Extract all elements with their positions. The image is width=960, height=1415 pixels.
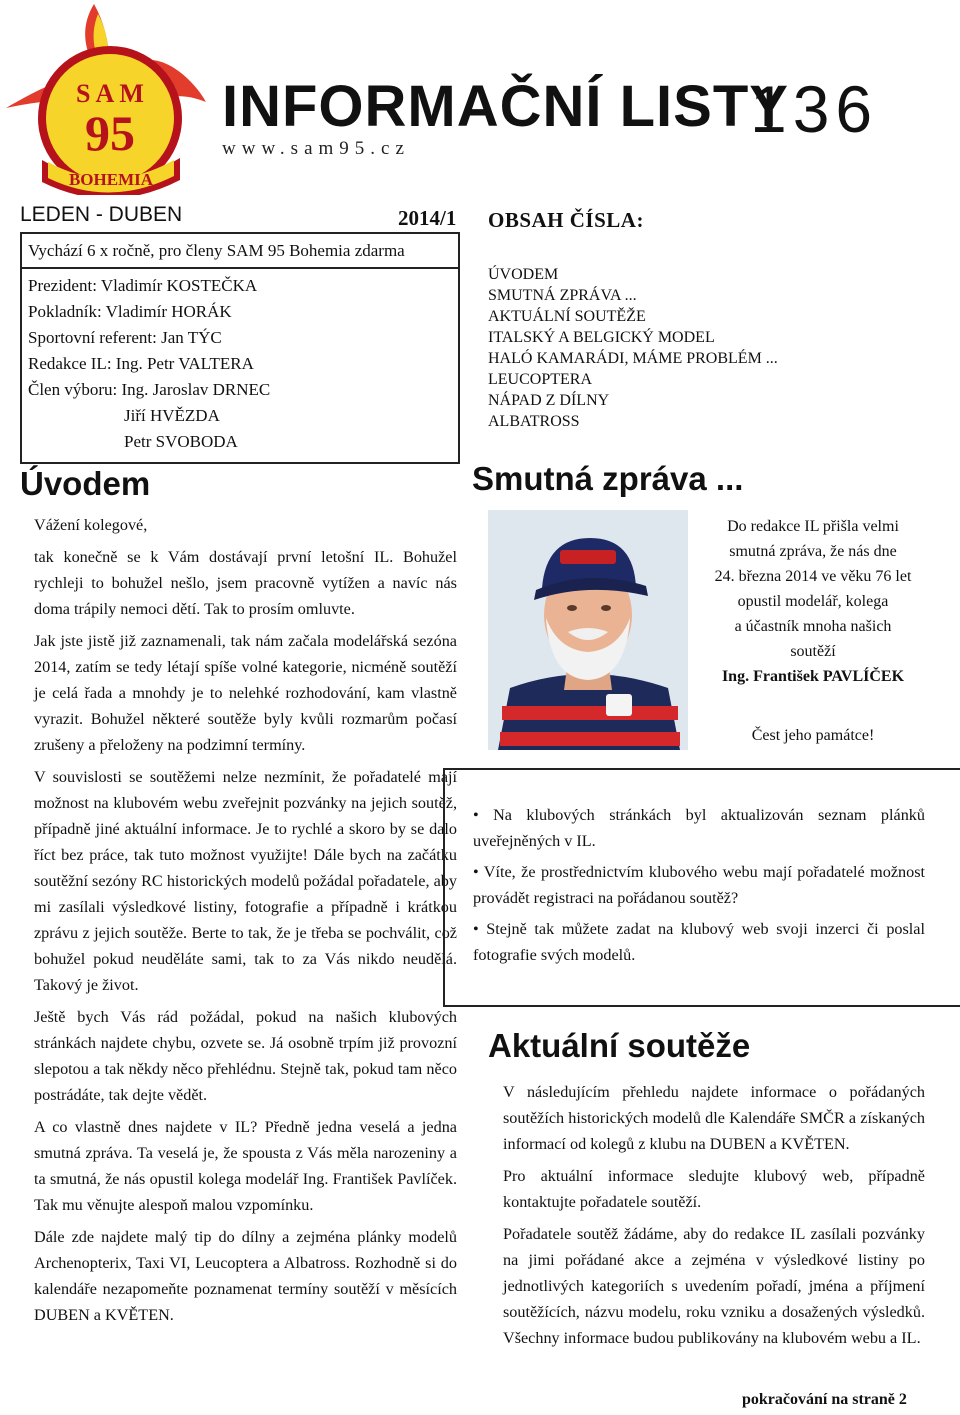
officer-treasurer: Pokladník: Vladimír HORÁK bbox=[28, 302, 232, 321]
officer-board-member: Jiří HVĚZDA bbox=[124, 406, 220, 425]
intro-paragraph: A co vlastně dnes najdete v IL? Předně jedna veselá a jedna smutná zpráva. Ta veselá je, že spousta z Vás měla narozeniny a ta smutná, že nás opustil kolega modelář Ing. František Pavlíček. Tak mu věnujte alespoň malou vzpomínku. bbox=[34, 1118, 457, 1214]
contests-paragraph: Pro aktuální informace sledujte klubový web, případně kontaktujte pořadatele soutěží. bbox=[503, 1167, 925, 1211]
frequency-note: Vychází 6 x ročně, pro členy SAM 95 Bohemia zdarma bbox=[28, 241, 405, 260]
intro-article bbox=[34, 512, 457, 1334]
contests-paragraph: Pořadatele soutěž žádáme, aby do redakce IL zasílali pozvánky na jimi pořádané akce a zejména v výsledkové listiny po jednotlivých kategoriích s uvedením pořadí, jména a příjmení soutěžících, názvu modelu, roku vzniku a dosažených výsledků. Všechny informace budou publikovány na klubovém webu a IL. bbox=[503, 1225, 925, 1347]
obituary-text bbox=[700, 514, 926, 748]
obituary-line: smutná zpráva, že nás dne bbox=[729, 543, 897, 560]
logo-emblem-icon bbox=[2, 0, 212, 195]
obituary-line: 24. března 2014 ve věku 76 let bbox=[714, 568, 912, 585]
contests-paragraph: V následujícím přehledu najdete informace o pořádaných soutěžích historických modelů dle Kalendáře SMČR a získaných informací od kolegů z klubu na DUBEN a KVĚTEN. bbox=[503, 1083, 925, 1153]
officer-board-member: Petr SVOBODA bbox=[124, 432, 238, 451]
svg-text:S A M: S A M bbox=[76, 79, 144, 108]
issue-number: 136 bbox=[750, 72, 879, 146]
issue-period: LEDEN - DUBEN bbox=[20, 203, 183, 226]
obituary-closing: Čest jeho památce! bbox=[751, 727, 875, 744]
portrait-illustration bbox=[488, 510, 688, 750]
news-list bbox=[473, 802, 925, 973]
intro-paragraph: V souvislosti se soutěžemi nelze nezmínit, že pořadatelé mají možnost na klubovém webu zveřejnit pozvánky na jejich soutěž, případně jiné aktuální informace. Je to rychlé a skoro by se dalo říct bez práce, tak tuto možnost využijte! Dále bych na začátku soutěžní sezóny RC historických modelů požádal pořadatele, aby mi zasílali výsledkové listiny, fotografie a případně i krátkou zprávu z jejich soutěže. Berte to tak, že je třeba se pochválit, což bohužel pokud neuděláte sami, tak to za Vás nikdo neudělá. Takový je život. bbox=[34, 768, 457, 994]
club-info-box bbox=[20, 232, 460, 464]
toc-item[interactable]: NÁPAD Z DÍLNY bbox=[488, 392, 610, 409]
intro-paragraph: tak konečně se k Vám dostávají první letošní IL. Bohužel rychleji to bohužel nešlo, jsem pracovně vytížen a navíc nás doma trápily nemoci dětí. Tak to prosím omluvte. bbox=[34, 548, 457, 618]
website-link[interactable]: www.sam95.cz bbox=[222, 138, 410, 159]
toc-item[interactable]: SMUTNÁ ZPRÁVA ... bbox=[488, 287, 637, 304]
intro-heading: Úvodem bbox=[20, 465, 151, 502]
portrait-photo bbox=[488, 510, 688, 750]
intro-paragraph: Jak jste jistě již zaznamenali, tak nám začala modelářská sezóna 2014, zatím se tedy létají spíše volné kategorie, nicméně soutěží je celá řada a mnohdy je to nelehké rozhodování, kam vlastně vyrazit. Bohužel některé soutěže byly kvůli rozmarům počasí zrušeny a přeloženy na podzimní termíny. bbox=[34, 632, 457, 754]
obituary-line: Do redakce IL přišla velmi bbox=[727, 518, 899, 535]
table-of-contents bbox=[488, 264, 778, 432]
magazine-title: INFORMAČNÍ LISTY bbox=[222, 74, 789, 139]
news-item: • Na klubových stránkách byl aktualizován seznam plánků uveřejněných v IL. bbox=[473, 806, 925, 850]
obituary-line: soutěží bbox=[790, 643, 836, 660]
officer-board-member: Člen výboru: Ing. Jaroslav DRNEC bbox=[28, 380, 271, 399]
info-divider bbox=[22, 267, 458, 269]
contests-heading: Aktuální soutěže bbox=[488, 1027, 751, 1064]
news-item: • Víte, že prostřednictvím klubového webu mají pořadatelé možnost provádět registraci na pořádanou soutěž? bbox=[473, 863, 925, 907]
intro-paragraph: Dále zde najdete malý tip do dílny a zejména plánky modelů Archenopterix, Taxi VI, Leucoptera a Albatross. Rozhodně si do kalendáře nezapomeňte poznamenat termíny soutěží v měsících DUBEN a KVĚTEN. bbox=[34, 1228, 457, 1324]
svg-text:BOHEMIA: BOHEMIA bbox=[68, 170, 154, 189]
officer-sport-referee: Sportovní referent: Jan TÝC bbox=[28, 328, 222, 347]
continued-link[interactable]: pokračování na straně 2 bbox=[742, 1391, 907, 1408]
sam95-bohemia-logo bbox=[2, 0, 212, 195]
toc-item[interactable]: HALÓ KAMARÁDI, MÁME PROBLÉM ... bbox=[488, 350, 778, 367]
contests-article bbox=[503, 1079, 925, 1357]
toc-item[interactable]: ÚVODEM bbox=[488, 266, 559, 283]
toc-title: OBSAH ČÍSLA: bbox=[488, 208, 644, 232]
obituary-line: opustil modelář, kolega bbox=[737, 593, 889, 610]
news-item: • Stejně tak můžete zadat na klubový web svoji inzerci či poslal fotografie svých modelů. bbox=[473, 920, 925, 964]
toc-item[interactable]: ALBATROSS bbox=[488, 413, 580, 430]
obituary-heading: Smutná zpráva ... bbox=[472, 460, 744, 497]
officer-editor: Redakce IL: Ing. Petr VALTERA bbox=[28, 354, 254, 373]
issue-year: 2014/1 bbox=[398, 206, 457, 230]
toc-item[interactable]: ITALSKÝ A BELGICKÝ MODEL bbox=[488, 329, 715, 346]
obituary-line: a účastník mnoha našich bbox=[734, 618, 892, 635]
toc-item[interactable]: LEUCOPTERA bbox=[488, 371, 592, 388]
toc-item[interactable]: AKTUÁLNÍ SOUTĚŽE bbox=[488, 308, 646, 325]
officer-president: Prezident: Vladimír KOSTEČKA bbox=[28, 276, 258, 295]
svg-text:95: 95 bbox=[85, 105, 135, 161]
obituary-name: Ing. František PAVLÍČEK bbox=[721, 668, 905, 685]
club-news-box bbox=[443, 768, 960, 1007]
intro-paragraph: Ještě bych Vás rád požádal, pokud na našich klubových stránkách najdete chybu, ozvete se. Já osobně trpím již provozní slepotou a tak někdy něco přehlédnu. Stejně tak, pokud tam něco postrádáte, tak dejte vědět. bbox=[34, 1008, 457, 1104]
intro-greeting: Vážení kolegové, bbox=[34, 516, 148, 534]
